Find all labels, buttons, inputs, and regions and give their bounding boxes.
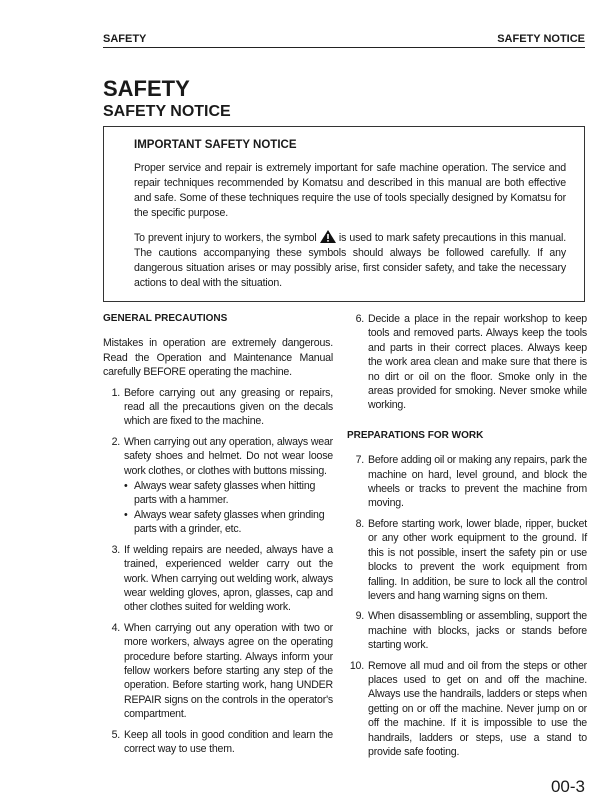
header-title: SAFETY NOTICE [497,33,585,45]
left-column [103,312,333,765]
list-item [103,621,333,722]
item-text: If welding repairs are needed, always have a trained, experienced welder carry out the work. When carrying out welding work, always wear welding gloves, apron, glasses, cap and other clothes suited for welding work. [124,543,333,614]
list-item [103,543,333,615]
list-item [347,453,587,511]
notice-paragraph-1: Proper service and repair is extremely important for safe machine operation. The service and repair techniques recommended by Komatsu and described in this manual are both effective and safe. Some of these techniques require the use of tools specially designed by Komatsu for the specific purpose. [134,162,566,219]
item-text: Keep all tools in good condition and learn the correct way to use them. [124,728,333,755]
notice-paragraph-2 [134,230,566,291]
preparations-heading: PREPARATIONS FOR WORK [347,429,484,441]
list-item [103,386,333,429]
item-number: 1. [111,386,120,399]
page-number: 00-3 [550,777,585,797]
item-text: When carrying out any operation with two or more workers, always agree on the operating procedure before starting. Always inform your fellow workers before starting any step of the operation. Before starting work, hang UNDER REPAIR signs on the controls in the operator's compartment. [124,621,333,721]
notice-text: To prevent injury to workers, the symbol [134,232,317,244]
general-list [103,386,333,757]
item-number: 8. [355,517,364,530]
header-bar [103,0,585,48]
list-item [347,659,587,760]
notice-heading: IMPORTANT SAFETY NOTICE [134,139,297,151]
general-list-continued [347,312,587,413]
page-title: SAFETY [103,76,190,101]
item-text: Before carrying out any greasing or repairs, read all the precautions given on the decals which are fixed to the machine. [124,386,333,428]
bullet-text: Always wear safety glasses when hitting parts with a hammer. [134,480,316,507]
item-number: 4. [111,621,120,634]
warning-triangle-icon [320,230,336,243]
two-column-body [103,312,587,765]
general-precautions-heading: GENERAL PRECAUTIONS [103,313,228,324]
bullet-item [124,479,333,508]
item-number: 9. [355,610,364,623]
item-number: 7. [355,454,364,467]
header-section: SAFETY [103,33,147,45]
list-item [347,517,587,603]
item-text: When carrying out any operation, always wear safety shoes and helmet. Do not wear loose work clothes, or clothes with buttons missing. [124,435,333,477]
item-text: Before adding oil or making any repairs, park the machine on hard, level ground, and block the wheels or tracks to prevent the machine from moving. [368,454,587,510]
page-subtitle: SAFETY NOTICE [103,103,231,120]
item-text: Remove all mud and oil from the steps or other places used to get on and off the machine. Always use the handrails, ladders or steps when getting on or off the machine. Never jump on or off the machine. If it is impossible to use the handrails, ladders or steps, use a stand to provide safe footing. [368,659,587,758]
list-item [103,435,333,537]
list-item [103,728,333,757]
item-number: 5. [111,728,120,741]
item-number: 3. [111,543,120,556]
item-number: 10. [349,659,364,672]
general-intro: Mistakes in operation are extremely dangerous. Read the Operation and Maintenance Manual carefully BEFORE operating the machine. [103,337,333,379]
important-notice-box [103,126,585,302]
bullet-item [124,508,333,537]
item-number: 2. [111,435,120,448]
preparations-list [347,453,587,759]
bullet-icon: • [124,480,128,493]
right-column [347,312,587,765]
bullet-text: Always wear safety glasses when grinding parts with a grinder, etc. [134,508,325,536]
notice-text: is used to mark safety precautions in this manual. The cautions accompanying these symbols should always be followed carefully. If any dangerous situation arises or may possibly arise, first consider safety, and take the necessary actions to deal with the situation. [134,232,566,289]
item-text: Before starting work, lower blade, ripper, bucket or any other work equipment to the ground. If this is not possible, insert the safety pin or use blocks to prevent the work equipment from falling. In addition, be sure to lock all the control levers and hang warning signs on them. [368,517,587,602]
item-text: Decide a place in the repair workshop to keep tools and removed parts. Always keep the tools and parts in their correct places. Always keep the work area clean and make sure that there is no dirt or oil on the floor. Smoke only in the areas provided for smoking. Never smoke while working. [368,313,587,412]
item-number: 6. [355,313,364,325]
list-item [347,312,587,413]
list-item [347,609,587,652]
item-text: When disassembling or assembling, support the machine with blocks, jacks or stands before starting work. [368,610,587,652]
bullet-icon: • [124,508,128,521]
